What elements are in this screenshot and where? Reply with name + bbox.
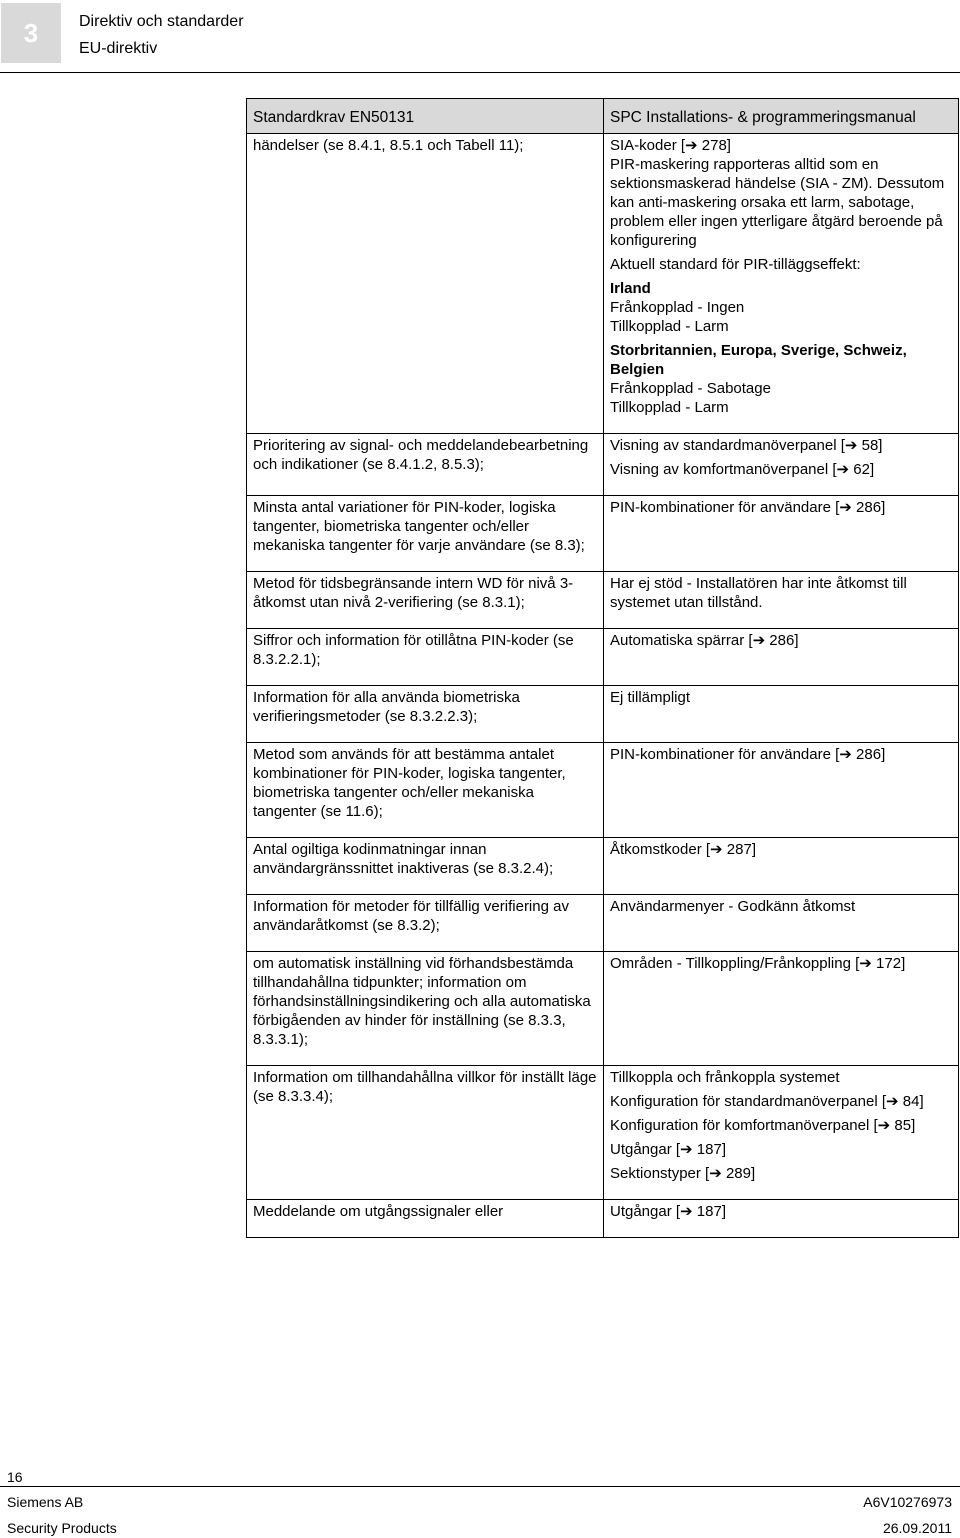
- reference-page: 286]: [851, 746, 886, 763]
- arrow-right-icon: ➔: [844, 437, 858, 454]
- reference-page: 278]: [697, 137, 731, 154]
- reference-text: Visning av komfortmanöverpanel [: [610, 461, 837, 478]
- arrow-right-icon: ➔: [836, 461, 850, 478]
- region-uk-unset: Frånkopplad - Sabotage: [610, 380, 771, 397]
- table-row: [247, 743, 959, 838]
- requirement-text: Metod för tidsbegränsande intern WD för nivå 3-åtkomst utan nivå 2-verifiering (se 8.3.1);: [253, 575, 574, 611]
- region-uk-set: Tillkopplad - Larm: [610, 399, 729, 416]
- region-irland-unset: Frånkopplad - Ingen: [610, 299, 745, 316]
- header-divider: [0, 72, 960, 73]
- reference-link[interactable]: [610, 1092, 953, 1111]
- requirement-cell: [247, 629, 604, 686]
- region-irland-set: Tillkopplad - Larm: [610, 318, 729, 335]
- requirement-cell: [247, 496, 604, 572]
- requirement-cell: [247, 434, 604, 496]
- standards-table: [246, 98, 959, 1238]
- requirement-cell: [247, 1066, 604, 1200]
- reference-cell: [604, 895, 959, 952]
- arrow-right-icon: ➔: [859, 955, 872, 972]
- reference-link[interactable]: [610, 498, 953, 517]
- reference-text: Konfiguration för komfortmanöverpanel [: [610, 1117, 878, 1134]
- reference-page: 85]: [890, 1117, 916, 1134]
- reference-text: Åtkomstkoder [: [610, 841, 711, 858]
- requirement-text: Siffror och information för otillåtna PIN-koder (se 8.3.2.2.1);: [253, 632, 574, 668]
- reference-cell: [604, 1066, 959, 1200]
- table-row: [247, 686, 959, 743]
- reference-cell: [604, 1200, 959, 1238]
- requirement-text: Information om tillhandahållna villkor för inställt läge (se 8.3.3.4);: [253, 1069, 597, 1105]
- reference-page: 58]: [857, 437, 883, 454]
- pir-default-heading: Aktuell standard för PIR-tilläggseffekt:: [610, 256, 861, 273]
- requirement-text: händelser (se 8.4.1, 8.5.1 och Tabell 11);: [253, 137, 524, 154]
- arrow-right-icon: ➔: [709, 1165, 722, 1182]
- reference-link[interactable]: [610, 460, 953, 479]
- reference-text: SIA-koder [: [610, 137, 686, 154]
- reference-text: Utgångar [: [610, 1141, 681, 1158]
- column-header-standard: Standardkrav EN50131: [247, 99, 604, 134]
- requirement-text: Meddelande om utgångssignaler eller: [253, 1203, 504, 1220]
- requirement-cell: [247, 686, 604, 743]
- reference-page: 187]: [692, 1203, 726, 1220]
- reference-page: 84]: [898, 1093, 924, 1110]
- footer-document-id: A6V10276973: [863, 1494, 952, 1510]
- reference-link[interactable]: [610, 436, 953, 455]
- arrow-right-icon: ➔: [752, 632, 766, 649]
- footer-divider: [0, 1486, 960, 1487]
- reference-page: 187]: [692, 1141, 726, 1158]
- chapter-subtitle: EU-direktiv: [79, 40, 158, 57]
- reference-page: 286]: [765, 632, 799, 649]
- reference-text: Automatiska spärrar [: [610, 632, 753, 649]
- arrow-right-icon: ➔: [886, 1093, 899, 1110]
- arrow-right-icon: ➔: [839, 746, 852, 763]
- table-header-row: [247, 99, 959, 134]
- reference-page: 62]: [849, 461, 875, 478]
- reference-cell: [604, 952, 959, 1066]
- arrow-right-icon: ➔: [680, 1203, 693, 1220]
- reference-text: Utgångar [: [610, 1203, 681, 1220]
- requirement-cell: [247, 838, 604, 895]
- reference-cell: [604, 434, 959, 496]
- reference-link[interactable]: [610, 1116, 953, 1135]
- arrow-right-icon: ➔: [710, 841, 723, 858]
- table-row: [247, 572, 959, 629]
- reference-cell: [604, 838, 959, 895]
- table-row: [247, 952, 959, 1066]
- footer-date: 26.09.2011: [882, 1520, 952, 1536]
- reference-cell: [604, 629, 959, 686]
- reference-link[interactable]: [610, 1202, 953, 1221]
- footer-division: Security Products: [7, 1520, 117, 1536]
- requirement-cell: [247, 743, 604, 838]
- table-row: [247, 434, 959, 496]
- column-header-manual: SPC Installations- & programmeringsmanual: [604, 99, 959, 134]
- reference-link[interactable]: [610, 136, 953, 155]
- pir-masking-note: PIR-maskering rapporteras alltid som en sektionsmaskerad händelse (SIA - ZM). Dessutom kan anti-maskering orsaka ett larm, sabotage, problem eller ingen ytterligare åtgärd beroende på konfigurering: [610, 156, 945, 249]
- footer-company: Siemens AB: [7, 1494, 84, 1510]
- requirement-text: Minsta antal variationer för PIN-koder, logiska tangenter, biometriska tangenter och/eller mekaniska tangenter för varje användare (se 8.3);: [253, 499, 585, 554]
- requirement-text: om automatisk inställning vid förhandsbestämda tillhandahållna tidpunkter; information om förhandsinställningsindikering och alla automatiska förbigåenden av hinder för inställning (se 8.3.3, 8.3.3.1);: [253, 955, 591, 1048]
- reference-page: 286]: [851, 499, 886, 516]
- reference-link[interactable]: [610, 1164, 953, 1183]
- requirement-text: Information för metoder för tillfällig verifiering av användaråtkomst (se 8.3.2);: [253, 898, 569, 934]
- arrow-right-icon: ➔: [685, 137, 698, 154]
- reference-cell: [604, 572, 959, 629]
- reference-link[interactable]: [610, 631, 953, 650]
- reference-text: Sektionstyper [: [610, 1165, 710, 1182]
- reference-text: Områden - Tillkoppling/Frånkoppling [: [610, 955, 860, 972]
- reference-link[interactable]: [610, 840, 953, 859]
- reference-link[interactable]: [610, 954, 953, 973]
- reference-cell: [604, 134, 959, 434]
- reference-page: 289]: [721, 1165, 756, 1182]
- reference-page: 172]: [871, 955, 906, 972]
- arrow-right-icon: ➔: [877, 1117, 891, 1134]
- table-row: [247, 838, 959, 895]
- requirement-cell: [247, 572, 604, 629]
- page-number: 16: [7, 1469, 23, 1485]
- reference-text: Ej tillämpligt: [610, 689, 691, 706]
- reference-link[interactable]: [610, 745, 953, 764]
- requirement-cell: [247, 134, 604, 434]
- reference-link[interactable]: [610, 1140, 953, 1159]
- reference-text: Användarmenyer - Godkänn åtkomst: [610, 898, 856, 915]
- reference-text: Har ej stöd - Installatören har inte åtkomst till systemet utan tillstånd.: [610, 575, 907, 611]
- reference-cell: [604, 743, 959, 838]
- table-row: [247, 496, 959, 572]
- table-row: [247, 895, 959, 952]
- table-row: [247, 1200, 959, 1238]
- arrow-right-icon: ➔: [680, 1141, 693, 1158]
- arrow-right-icon: ➔: [839, 499, 852, 516]
- requirement-cell: [247, 1200, 604, 1238]
- reference-cell: [604, 686, 959, 743]
- reference-text: Konfiguration för standardmanöverpanel [: [610, 1093, 887, 1110]
- reference-cell: [604, 496, 959, 572]
- requirement-cell: [247, 895, 604, 952]
- chapter-number-badge: 3: [1, 3, 61, 63]
- reference-page: 287]: [722, 841, 756, 858]
- requirement-text: Information för alla använda biometriska verifieringsmetoder (se 8.3.2.2.3);: [253, 689, 520, 725]
- requirement-text: Metod som används för att bestämma antalet kombinationer för PIN-koder, logiska tangenter, biometriska tangenter och/eller mekaniska tangenter (se 11.6);: [253, 746, 566, 820]
- region-uk-europe: Storbritannien, Europa, Sverige, Schweiz, Belgien: [610, 342, 907, 378]
- reference-text: PIN-kombinationer för användare [: [610, 746, 840, 763]
- reference-text: PIN-kombinationer för användare [: [610, 499, 840, 516]
- requirement-text: Antal ogiltiga kodinmatningar innan användargränssnittet inaktiveras (se 8.3.2.4);: [253, 841, 554, 877]
- reference-text: Tillkoppla och frånkoppla systemet: [610, 1069, 840, 1086]
- requirement-cell: [247, 952, 604, 1066]
- chapter-title: Direktiv och standarder: [79, 13, 244, 30]
- table-row: [247, 134, 959, 434]
- table-row: [247, 1066, 959, 1200]
- region-irland: Irland: [610, 280, 651, 297]
- requirement-text: Prioritering av signal- och meddelandebearbetning och indikationer (se 8.4.1.2, 8.5.3);: [253, 437, 589, 473]
- table-row: [247, 629, 959, 686]
- reference-text: Visning av standardmanöverpanel [: [610, 437, 845, 454]
